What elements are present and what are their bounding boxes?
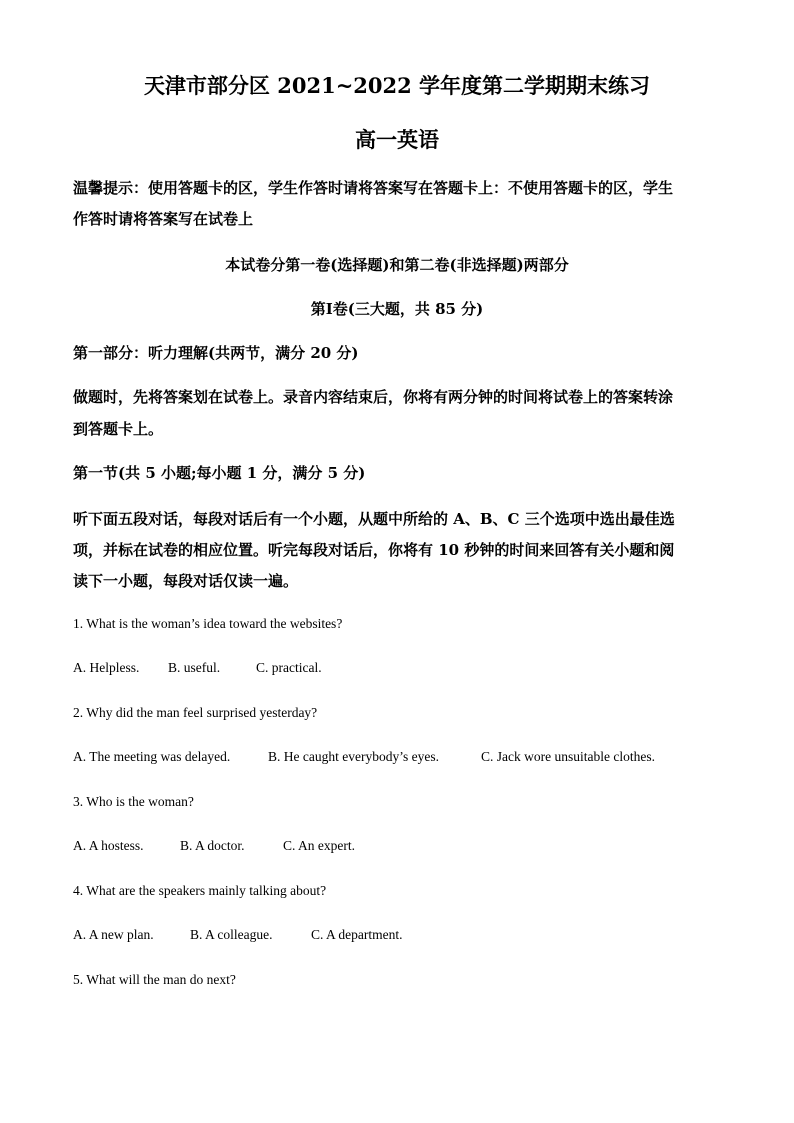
section-1-instruction-line-1: 听下面五段对话，每段对话后有一个小题，从题中所给的 A、B、C 三个选项中选出最佳选 [73,510,675,528]
part-1-instruction-line-1: 做题时，先将答案划在试卷上。录音内容结束后，你将有两分钟的时间将试卷上的答案转涂 [73,388,674,406]
section-1-instruction-line-2: 项，并标在试卷的相应位置。听完每段对话后，你将有 10 秒钟的时间来回答有关小题和阅 [73,541,675,559]
question-1-option-c: C. practical. [256,660,322,675]
question-3-option-b: B. A doctor. [180,838,245,853]
section-1-heading: 第一节(共 5 小题;每小题 1 分，满分 5 分) [73,464,366,482]
question-5-stem: 5. What will the man do next? [73,972,236,987]
question-1-option-a: A. Helpless. [73,660,140,675]
question-2-option-a: A. The meeting was delayed. [73,749,231,764]
question-3-option-c: C. An expert. [283,838,355,853]
notice-line-2: 作答时请将答案写在试卷上 [73,210,254,228]
part-1-instruction-line-2: 到答题卡上。 [73,420,164,438]
part-1-heading: 第一部分：听力理解(共两节，满分 20 分) [73,344,359,362]
question-2-option-c: C. Jack wore unsuitable clothes. [481,749,655,764]
section-1-instruction-line-3: 读下一小题，每段对话仅读一遍。 [73,572,299,590]
notice-line-1: 温馨提示：使用答题卡的区，学生作答时请将答案写在答题卡上：不使用答题卡的区，学生 [73,179,674,197]
question-2-option-b: B. He caught everybody’s eyes. [268,749,439,764]
question-1-option-b: B. useful. [168,660,221,675]
question-4-option-a: A. A new plan. [73,927,154,942]
page-title: 天津市部分区 2021~2022 学年度第二学期期末练习 [143,73,651,98]
paper-structure: 本试卷分第一卷(选择题)和第二卷(非选择题)两部分 [225,256,569,274]
page-subtitle: 高一英语 [355,127,439,152]
question-4-option-c: C. A department. [311,927,403,942]
question-4-stem: 4. What are the speakers mainly talking about? [73,883,327,898]
question-3-option-a: A. A hostess. [73,838,144,853]
question-2-stem: 2. Why did the man feel surprised yesterday? [73,705,318,720]
question-3-stem: 3. Who is the woman? [73,794,194,809]
question-4-option-b: B. A colleague. [190,927,273,942]
volume-1-heading: 第Ⅰ卷(三大题，共 85 分) [310,300,484,318]
question-1-stem: 1. What is the woman’s idea toward the websites? [73,616,343,631]
